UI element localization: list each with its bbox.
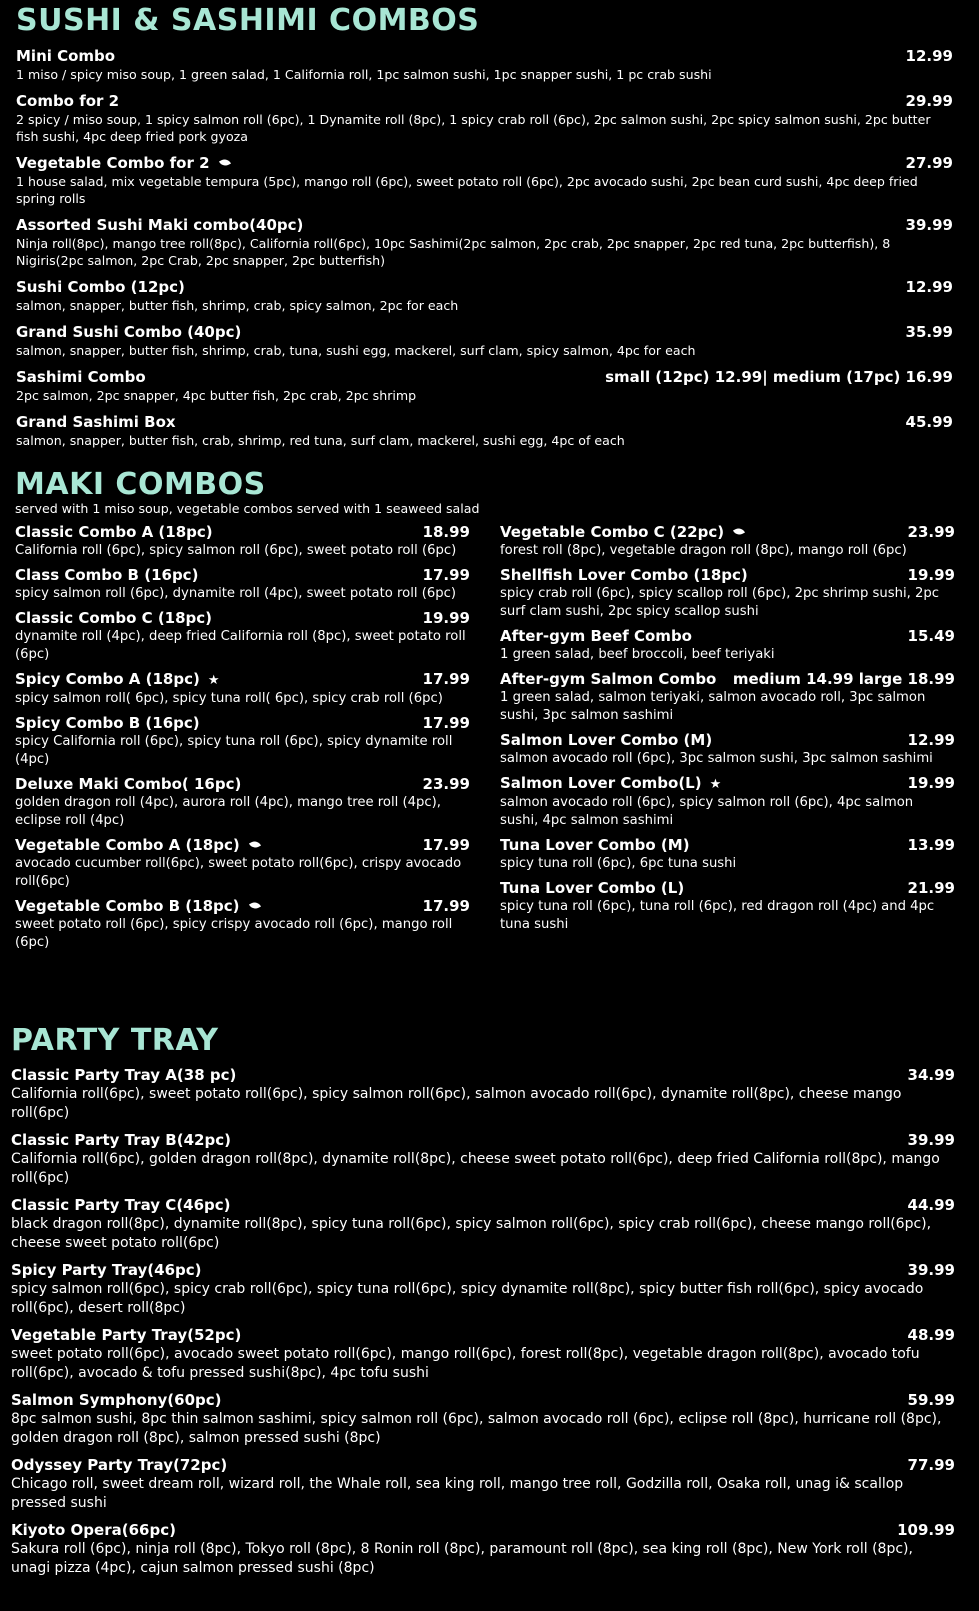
star-icon: ★ [207,673,220,688]
menu-item-header [500,879,955,898]
item-description: 8pc salmon sushi, 8pc thin salmon sashimi, spicy salmon roll (6pc), salmon avocado roll (6pc), eclipse roll (8pc), hurricane roll (8pc), golden dragon roll (8pc), salmon pressed sushi (8pc) [11,1411,942,1446]
menu-item-header [16,323,953,342]
section-title: SUSHI & SASHIMI COMBOS [16,3,480,38]
item-price: 23.99 [422,775,470,793]
item-price: 18.99 [422,523,470,541]
item-description: sweet potato roll(6pc), avocado sweet potato roll(6pc), mango roll(6pc), forest roll(8pc), vegetable dragon roll(8pc), avocado tofu roll(6pc), avocado & tofu pressed sushi(8pc), 4pc tofu sushi [11,1346,920,1381]
item-description: 1 green salad, beef broccoli, beef teriyaki [500,647,775,662]
item-price: 39.99 [907,1261,955,1279]
menu-item-header [500,774,955,794]
menu-item-header [16,413,953,432]
item-name: Shellfish Lover Combo (18pc) [500,566,748,584]
menu-item [16,47,953,83]
item-price: 45.99 [905,413,953,431]
item-description: 1 green salad, salmon teriyaki, salmon avocado roll, 3pc salmon sushi, 3pc salmon sashimi [500,690,926,723]
item-price: 19.99 [422,609,470,627]
menu-item [11,1196,955,1253]
leaf-icon [219,157,231,168]
menu-item [16,413,953,449]
item-price: 44.99 [907,1196,955,1214]
item-description: dynamite roll (4pc), deep fried California roll (8pc), sweet potato roll (6pc) [15,629,466,662]
item-price: 17.99 [422,836,470,854]
item-name: Classic Party Tray B(42pc) [11,1131,231,1149]
menu-item [16,323,953,359]
item-name: Classic Combo A (18pc) [15,523,213,541]
item-price: 23.99 [907,523,955,541]
item-description: California roll (6pc), spicy salmon roll (6pc), sweet potato roll (6pc) [15,543,457,558]
item-description: California roll(6pc), sweet potato roll(6pc), spicy salmon roll(6pc), salmon avocado roll(6pc), dynamite roll(8pc), cheese mango roll(6pc) [11,1086,902,1121]
item-price: 29.99 [905,92,953,110]
item-description: avocado cucumber roll(6pc), sweet potato roll(6pc), crispy avocado roll(6pc) [15,856,462,889]
item-price: 34.99 [907,1066,955,1084]
menu-item-header [15,523,470,542]
item-price: 17.99 [422,670,470,688]
item-description: spicy tuna roll (6pc), 6pc tuna sushi [500,856,737,871]
menu-item [15,566,470,603]
leaf-icon [249,839,261,850]
menu-item [500,670,955,725]
item-name: Mini Combo [16,47,116,65]
item-description: spicy crab roll (6pc), spicy scallop roll (6pc), 2pc shrimp sushi, 2pc surf clam sushi, 2pc spicy scallop sushi [500,586,940,619]
menu-item [11,1456,955,1513]
star-icon: ★ [709,777,722,792]
menu-item [16,278,953,314]
item-name: Sashimi Combo [16,368,146,386]
item-description: Ninja roll(8pc), mango tree roll(8pc), California roll(6pc), 10pc Sashimi(2pc salmon, 2pc crab, 2pc snapper, 2pc red tuna, 2pc butterfish), 8 Nigiris(2pc salmon, 2pc Crab, 2pc snapper, 2pc butterfish) [16,236,891,268]
item-name: Salmon Lover Combo(L) [500,774,702,792]
menu-item-header [11,1196,955,1215]
menu-item-header [15,775,470,794]
leaf-icon [733,526,745,537]
item-price: 39.99 [905,216,953,234]
maki-right-column [500,523,955,958]
item-description: spicy California roll (6pc), spicy tuna roll (6pc), spicy dynamite roll (4pc) [15,734,453,767]
item-description: spicy salmon roll(6pc), spicy crab roll(6pc), spicy tuna roll(6pc), spicy dynamite roll(8pc), spicy butter fish roll(6pc), spicy avocado roll(6pc), desert roll(8pc) [11,1281,924,1316]
menu-item [11,1066,955,1123]
item-description: 1 house salad, mix vegetable tempura (5pc), mango roll (6pc), sweet potato roll (6pc), 2pc avocado sushi, 2pc bean curd sushi, 4pc deep fried spring rolls [16,174,918,206]
item-description: salmon avocado roll (6pc), 3pc salmon sushi, 3pc salmon sashimi [500,751,933,766]
item-price: 59.99 [907,1391,955,1409]
menu-item [15,775,470,830]
item-name: Spicy Party Tray(46pc) [11,1261,202,1279]
menu-item-header [15,609,470,628]
menu-item-header [11,1391,955,1410]
item-description: spicy tuna roll (6pc), tuna roll (6pc), red dragon roll (4pc) and 4pc tuna sushi [500,899,935,932]
item-price: 109.99 [897,1521,955,1539]
menu-item [16,154,953,207]
item-price: 19.99 [907,566,955,584]
leaf-icon [249,900,261,911]
item-description: spicy salmon roll (6pc), dynamite roll (4pc), sweet potato roll (6pc) [15,586,457,601]
menu-item [16,92,953,145]
party-tray-section [11,1024,955,1578]
item-description: Chicago roll, sweet dream roll, wizard roll, the Whale roll, sea king roll, mango tree roll, Godzilla roll, Osaka roll, unag i& scallop pressed sushi [11,1476,904,1511]
item-price: 35.99 [905,323,953,341]
item-description: Sakura roll (6pc), ninja roll (8pc), Tokyo roll (8pc), 8 Ronin roll (8pc), paramount roll (8pc), sea king roll (8pc), New York roll (8pc), unagi pizza (4pc), cajun salmon pressed sushi (8pc) [11,1541,913,1576]
item-name: Classic Combo C (18pc) [15,609,213,627]
item-description: 2pc salmon, 2pc snapper, 4pc butter fish, 2pc crab, 2pc shrimp [16,388,417,403]
item-name: Spicy Combo B (16pc) [15,714,200,732]
item-name: Vegetable Party Tray(52pc) [11,1326,242,1344]
item-price: 17.99 [422,714,470,732]
menu-item-header [16,278,953,297]
menu-item-header [11,1131,955,1150]
item-name: After-gym Salmon Combo [500,670,717,688]
item-name: Tuna Lover Combo (M) [500,836,690,854]
menu-item-header [16,216,953,235]
party-tray-list [11,1066,955,1578]
menu-item-header [15,836,470,855]
item-description: forest roll (8pc), vegetable dragon roll (8pc), mango roll (6pc) [500,543,907,558]
item-price: 17.99 [422,897,470,915]
item-description: California roll(6pc), golden dragon roll(8pc), dynamite roll(8pc), cheese sweet potato roll(6pc), deep fried California roll(8pc), mango roll(6pc) [11,1151,940,1186]
item-description: sweet potato roll (6pc), spicy crispy avocado roll (6pc), mango roll (6pc) [15,917,453,950]
menu-item-header [11,1066,955,1085]
item-price: 19.99 [907,774,955,792]
item-name: Grand Sushi Combo (40pc) [16,323,242,341]
menu-item-header [500,731,955,750]
menu-item [15,523,470,560]
menu-item-header [500,836,955,855]
item-price: 17.99 [422,566,470,584]
item-name: Classic Party Tray C(46pc) [11,1196,231,1214]
item-name: Vegetable Combo B (18pc) [15,897,240,915]
menu-item [15,670,470,708]
menu-item-header [15,566,470,585]
item-name: Vegetable Combo for 2 [16,154,210,172]
item-price: 12.99 [907,731,955,749]
menu-item [15,836,470,891]
menu-item-header [15,897,470,916]
item-description: salmon, snapper, butter fish, shrimp, crab, tuna, sushi egg, mackerel, surf clam, spicy salmon, 4pc for each [16,343,696,358]
section-title: MAKI COMBOS [15,467,266,502]
menu-item [500,836,955,873]
menu-item [500,627,955,664]
item-price: 15.49 [907,627,955,645]
item-name: Vegetable Combo A (18pc) [15,836,240,854]
menu-item [15,609,470,664]
item-price: 27.99 [905,154,953,172]
menu-item-header [16,47,953,66]
menu-item-header [15,714,470,733]
item-description: spicy salmon roll( 6pc), spicy tuna roll( 6pc), spicy crab roll (6pc) [15,691,443,706]
menu-item [15,714,470,769]
item-name: Salmon Lover Combo (M) [500,731,713,749]
menu-item [11,1521,955,1578]
menu-item [11,1391,955,1448]
item-price: 48.99 [907,1326,955,1344]
item-name: Vegetable Combo C (22pc) [500,523,725,541]
menu-item [11,1131,955,1188]
menu-item [500,879,955,934]
menu-item [500,523,955,560]
item-name: After-gym Beef Combo [500,627,692,645]
item-price: 21.99 [907,879,955,897]
menu-item-header [15,670,470,690]
item-price: medium 14.99 large 18.99 [732,670,955,688]
menu-item-header [11,1521,955,1540]
menu-item-header [500,627,955,646]
item-price: 39.99 [907,1131,955,1149]
menu-item-header [500,523,955,542]
item-name: Deluxe Maki Combo( 16pc) [15,775,242,793]
item-name: Classic Party Tray A(38 pc) [11,1066,237,1084]
item-description: salmon avocado roll (6pc), spicy salmon roll (6pc), 4pc salmon sushi, 4pc salmon sashimi [500,795,914,828]
item-description: salmon, snapper, butter fish, crab, shrimp, red tuna, surf clam, mackerel, sushi egg, 4pc of each [16,433,625,448]
item-name: Spicy Combo A (18pc) [15,670,200,688]
item-price: 77.99 [907,1456,955,1474]
item-name: Odyssey Party Tray(72pc) [11,1456,228,1474]
item-description: 2 spicy / miso soup, 1 spicy salmon roll (6pc), 1 Dynamite roll (8pc), 1 spicy crab roll (6pc), 2pc salmon sushi, 2pc spicy salmon sushi, 2pc butter fish sushi, 4pc deep fried pork gyoza [16,112,931,144]
menu-item-header [500,566,955,585]
item-price: 12.99 [905,278,953,296]
maki-section [15,468,955,958]
item-name: Grand Sashimi Box [16,413,176,431]
maki-left-column [15,523,470,958]
menu-item-header [16,92,953,111]
item-description: black dragon roll(8pc), dynamite roll(8pc), spicy tuna roll(6pc), spicy salmon roll(6pc), spicy crab roll(6pc), cheese mango roll(6pc), cheese sweet potato roll(6pc) [11,1216,932,1251]
item-name: Salmon Symphony(60pc) [11,1391,222,1409]
item-description: 1 miso / spicy miso soup, 1 green salad, 1 California roll, 1pc salmon sushi, 1pc snapper sushi, 1 pc crab sushi [16,67,712,82]
item-name: Class Combo B (16pc) [15,566,199,584]
item-description: salmon, snapper, butter fish, shrimp, crab, spicy salmon, 2pc for each [16,298,459,313]
menu-item-header [11,1261,955,1280]
section-title: PARTY TRAY [11,1023,219,1058]
section-subtitle: served with 1 miso soup, vegetable combos served with 1 seaweed salad [15,501,480,516]
menu-item [11,1261,955,1318]
menu-item [500,774,955,830]
item-name: Combo for 2 [16,92,120,110]
menu-item-header [16,154,953,173]
menu-item [11,1326,955,1383]
item-name: Sushi Combo (12pc) [16,278,185,296]
menu-item [500,731,955,768]
sushi-sashimi-section [16,4,953,449]
item-name: Tuna Lover Combo (L) [500,879,685,897]
item-name: Kiyoto Opera(66pc) [11,1521,176,1539]
menu-item [16,216,953,269]
item-price: 12.99 [905,47,953,65]
item-name: Assorted Sushi Maki combo(40pc) [16,216,304,234]
sushi-combo-list [16,47,953,449]
menu-item [15,897,470,952]
item-description: golden dragon roll (4pc), aurora roll (4pc), mango tree roll (4pc), eclipse roll (4pc) [15,795,441,828]
menu-item-header [11,1456,955,1475]
menu-item [500,566,955,621]
item-price: small (12pc) 12.99| medium (17pc) 16.99 [605,368,953,386]
menu-item-header [11,1326,955,1345]
menu-item [16,368,953,404]
item-price: 13.99 [907,836,955,854]
